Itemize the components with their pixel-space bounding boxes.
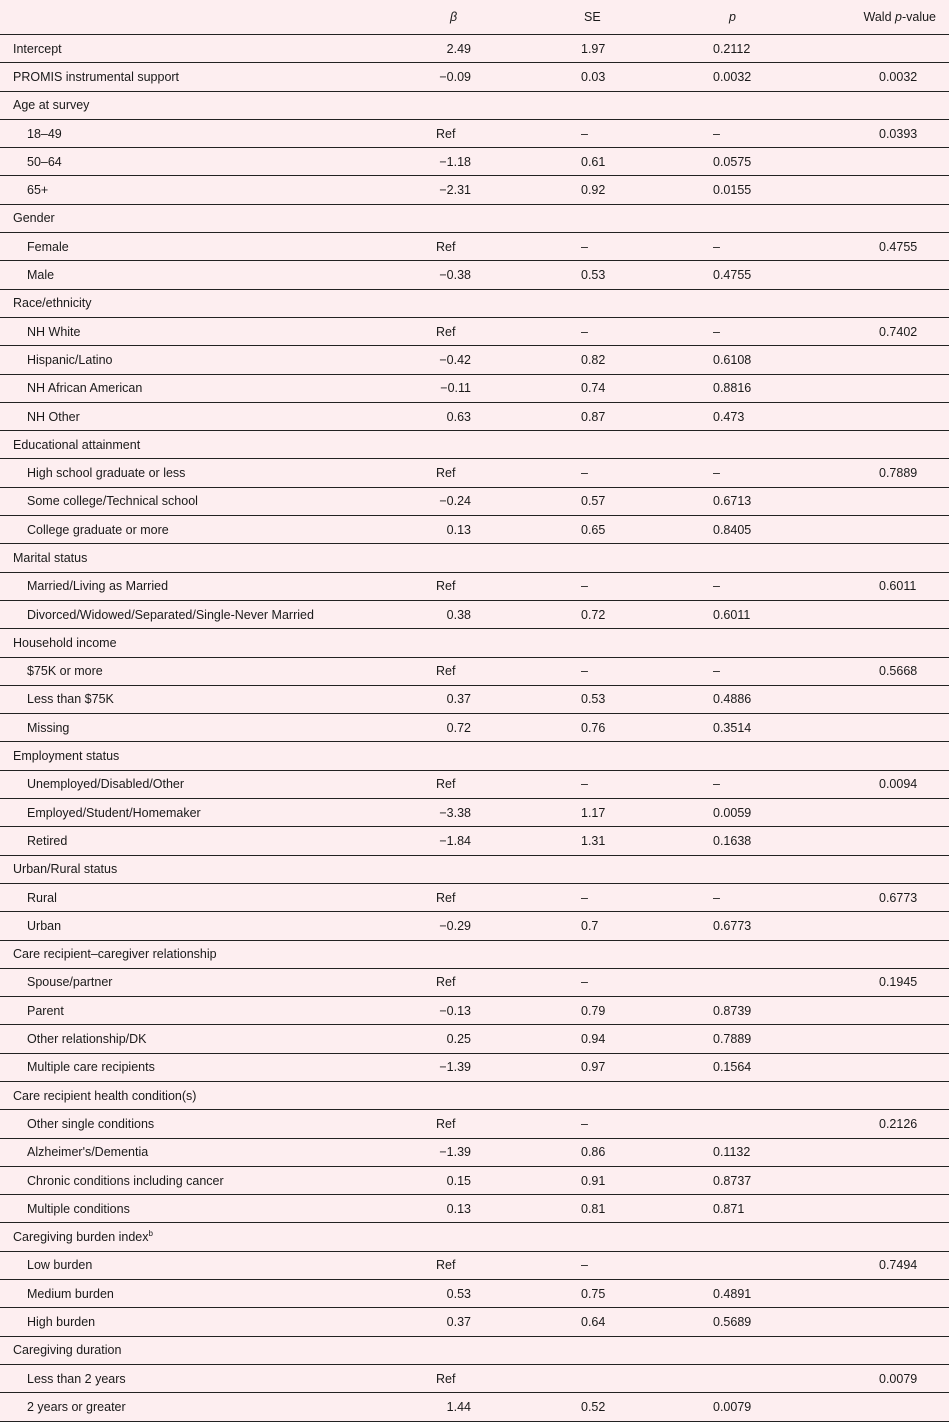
cell-p: 0.1564: [713, 1060, 752, 1075]
cell-beta: Ref: [436, 126, 456, 141]
cell-se: 0.87: [581, 409, 606, 424]
table-row: [0, 1337, 949, 1365]
cell-se: –: [581, 466, 588, 481]
row-label: [13, 551, 87, 565]
cell-p: 0.6108: [713, 352, 752, 367]
row-label: [13, 749, 119, 763]
cell-p: 0.4755: [713, 268, 752, 283]
cell-p: 0.8739: [713, 1003, 752, 1018]
table-row: [0, 856, 949, 884]
cell-se: 0.94: [581, 1032, 606, 1047]
cell-beta: −0.29: [439, 918, 471, 933]
cell-beta: −1.39: [439, 1145, 471, 1160]
table-header-row: [0, 0, 949, 35]
cell-se: –: [581, 975, 588, 990]
table-row: [0, 92, 949, 120]
cell-beta: 1.44: [446, 1399, 471, 1414]
row-label-text: Medium burden: [27, 1286, 114, 1301]
cell-beta: Ref: [436, 324, 456, 339]
cell-p: 0.473: [713, 409, 745, 424]
row-label-text: High burden: [27, 1315, 96, 1329]
cell-p: –: [713, 890, 720, 905]
cell-se: 0.75: [581, 1286, 606, 1301]
row-label: [13, 296, 92, 310]
row-label-text: Urban/Rural status: [13, 862, 118, 877]
row-sublabel: [27, 777, 184, 791]
cell-p: 0.0575: [713, 154, 752, 169]
cell-p: 0.1132: [713, 1145, 751, 1160]
table-row: [0, 1195, 949, 1223]
cell-se: 0.57: [581, 494, 606, 509]
cell-se: 0.61: [581, 154, 606, 169]
cell-wald: 0.6773: [879, 890, 918, 905]
row-label-text: Less than 2 years: [27, 1371, 126, 1386]
cell-beta: −1.84: [439, 833, 471, 848]
cell-p: –: [713, 664, 720, 679]
row-sublabel: [27, 325, 80, 339]
row-sublabel: [27, 1117, 154, 1131]
table-row: [0, 205, 949, 233]
cell-p: 0.4886: [713, 692, 752, 707]
table-row: [0, 714, 949, 742]
table-row: [0, 686, 949, 714]
header-wald-p-value: Wald p-value: [863, 10, 936, 24]
row-sublabel: [27, 1060, 155, 1074]
row-sublabel: [27, 353, 112, 367]
table-row: [0, 1365, 949, 1393]
row-sublabel: [27, 1287, 114, 1301]
table-row: [0, 997, 949, 1025]
table-row: [0, 573, 949, 601]
table-row: [0, 658, 949, 686]
cell-wald: 0.6011: [879, 579, 917, 594]
table-row: [0, 516, 949, 544]
cell-se: –: [581, 1116, 588, 1131]
cell-se: –: [581, 239, 588, 254]
table-row: [0, 290, 949, 318]
cell-se: –: [581, 126, 588, 141]
cell-beta: −0.09: [439, 69, 471, 84]
table-row: [0, 176, 949, 204]
row-sublabel: [27, 268, 54, 282]
table-row: [0, 1110, 949, 1138]
row-label-text: Household income: [13, 635, 117, 650]
header-beta: β: [450, 10, 458, 24]
row-sublabel: [27, 127, 62, 141]
cell-beta: −0.42: [439, 352, 471, 367]
row-label-text: Care recipient–caregiver relationship: [13, 947, 217, 962]
row-label-text: Missing: [27, 720, 70, 735]
cell-wald: 0.0032: [879, 69, 918, 84]
cell-p: 0.1638: [713, 833, 752, 848]
cell-beta: Ref: [436, 777, 456, 792]
table-row: [0, 233, 949, 261]
header-p: p: [729, 10, 736, 24]
cell-se: 0.53: [581, 692, 606, 707]
cell-se: 1.97: [581, 41, 606, 56]
cell-beta: 0.37: [446, 1315, 471, 1329]
cell-se: –: [581, 324, 588, 339]
table-row: [0, 431, 949, 459]
cell-wald: 0.4755: [879, 239, 918, 254]
table-row: [0, 1139, 949, 1167]
row-sublabel: [27, 1258, 92, 1272]
cell-wald: 0.0393: [879, 126, 918, 141]
cell-beta: 0.63: [446, 409, 471, 424]
row-label-text: Employment status: [13, 749, 120, 764]
row-label: [13, 438, 140, 452]
table-row: [0, 912, 949, 940]
row-label: [13, 70, 179, 84]
table-row: [0, 63, 949, 91]
row-sublabel: [27, 1145, 148, 1159]
cell-beta: Ref: [436, 579, 456, 594]
table-row: [0, 488, 949, 516]
table-row: [0, 1308, 949, 1336]
cell-p: –: [713, 324, 720, 339]
cell-se: 0.81: [581, 1201, 606, 1216]
cell-p: 0.0155: [713, 183, 752, 198]
row-label-text: Low burden: [27, 1258, 93, 1273]
cell-p: –: [713, 239, 720, 254]
cell-wald: 0.0094: [879, 777, 918, 792]
row-label-text: PROMIS instrumental support: [13, 69, 180, 84]
cell-beta: −3.38: [439, 805, 471, 820]
row-label-text: Educational attainment: [13, 437, 141, 452]
cell-se: 0.86: [581, 1145, 606, 1160]
row-label-text: Marital status: [13, 550, 88, 565]
cell-beta: Ref: [436, 664, 456, 679]
cell-se: –: [581, 777, 588, 792]
table-row: [0, 771, 949, 799]
row-label: [13, 42, 62, 56]
row-label-text: 2 years or greater: [27, 1399, 126, 1414]
table-row: [0, 799, 949, 827]
cell-se: 1.17: [581, 805, 606, 820]
row-sublabel: [27, 834, 67, 848]
table-row: [0, 941, 949, 969]
row-sublabel: [27, 466, 185, 480]
row-label-text: Caregiving duration: [13, 1343, 122, 1358]
cell-beta: Ref: [436, 975, 456, 990]
table-row: [0, 375, 949, 403]
table-row: [0, 318, 949, 346]
row-label-text: Other single conditions: [27, 1116, 155, 1131]
cell-p: 0.8737: [713, 1173, 752, 1188]
row-sublabel: [27, 1174, 224, 1188]
cell-beta: Ref: [436, 466, 456, 481]
table-row: [0, 459, 949, 487]
table-row: [0, 1223, 949, 1251]
cell-beta: 0.25: [446, 1032, 471, 1047]
row-sublabel: [27, 1315, 95, 1329]
row-label-text: College graduate or more: [27, 522, 169, 537]
cell-se: –: [581, 1258, 588, 1273]
row-label-text: $75K or more: [27, 664, 103, 679]
row-label: [13, 1089, 196, 1103]
row-label-text: Less than $75K: [27, 692, 114, 707]
cell-beta: −1.39: [439, 1060, 471, 1075]
row-label-text: Parent: [27, 1003, 64, 1018]
header-se: SE: [584, 10, 601, 24]
row-label: [13, 636, 117, 650]
table-row: [0, 742, 949, 770]
row-sublabel: [27, 975, 112, 989]
table-row: [0, 1167, 949, 1195]
cell-beta: −0.11: [440, 381, 471, 396]
row-sublabel: [27, 381, 142, 395]
row-sublabel: [27, 523, 169, 537]
row-label-text: Retired: [27, 833, 68, 848]
cell-wald: 0.1945: [879, 975, 918, 990]
row-sublabel: [27, 919, 61, 933]
cell-beta: Ref: [436, 890, 456, 905]
row-label-text: Other relationship/DK: [27, 1032, 147, 1047]
row-label: [13, 1343, 121, 1357]
row-label-text: Multiple care recipients: [27, 1060, 155, 1075]
cell-beta: Ref: [436, 1258, 456, 1273]
cell-beta: 0.72: [446, 720, 471, 735]
cell-beta: 0.15: [446, 1173, 471, 1188]
row-label-text: Unemployed/Disabled/Other: [27, 777, 185, 792]
table-row: [0, 1280, 949, 1308]
cell-se: 0.64: [581, 1315, 606, 1329]
cell-beta: 0.38: [446, 607, 471, 622]
cell-beta: 0.13: [446, 1201, 471, 1216]
cell-wald: 0.7402: [879, 324, 918, 339]
cell-p: 0.8816: [713, 381, 752, 396]
table-row: [0, 148, 949, 176]
table-row: [0, 346, 949, 374]
cell-beta: 0.37: [446, 692, 471, 707]
cell-se: 0.92: [581, 183, 606, 198]
cell-se: 0.03: [581, 69, 606, 84]
table-row: [0, 403, 949, 431]
table-row: [0, 969, 949, 997]
cell-beta: 0.13: [446, 522, 471, 537]
cell-se: 0.82: [581, 352, 606, 367]
row-label-text: Employed/Student/Homemaker: [27, 805, 201, 820]
cell-p: 0.2112: [713, 41, 751, 56]
table-row: [0, 601, 949, 629]
row-label-text: Female: [27, 239, 69, 254]
cell-beta: Ref: [436, 239, 456, 254]
table-row: [0, 1025, 949, 1053]
row-label-text: Rural: [27, 890, 57, 905]
table-body: [0, 35, 949, 1422]
row-label-text: NH Other: [27, 409, 80, 424]
row-sublabel: [27, 1004, 64, 1018]
row-sublabel: [27, 579, 168, 593]
cell-wald: 0.7494: [879, 1258, 918, 1273]
cell-beta: 2.49: [446, 41, 471, 56]
row-sublabel: [27, 721, 69, 735]
cell-se: 0.65: [581, 522, 606, 537]
row-label-text: Alzheimer's/Dementia: [27, 1145, 149, 1160]
cell-beta: Ref: [436, 1116, 456, 1131]
cell-p: –: [713, 579, 720, 594]
cell-p: 0.0059: [713, 805, 752, 820]
cell-p: 0.8405: [713, 522, 752, 537]
row-label-text: Gender: [13, 211, 55, 226]
cell-wald: 0.2126: [879, 1116, 918, 1131]
row-sublabel: [27, 494, 198, 508]
row-label-text: Intercept: [13, 41, 62, 56]
table-row: [0, 1393, 949, 1421]
cell-beta: −1.18: [439, 154, 471, 169]
cell-se: 0.72: [581, 607, 606, 622]
cell-se: 0.74: [581, 381, 606, 396]
cell-se: –: [581, 890, 588, 905]
table-row: [0, 1252, 949, 1280]
cell-p: 0.6713: [713, 494, 752, 509]
cell-se: 0.91: [581, 1173, 606, 1188]
row-sublabel: [27, 1032, 147, 1046]
row-label: [13, 862, 117, 876]
row-sublabel: [27, 1202, 130, 1216]
cell-se: 0.76: [581, 720, 606, 735]
row-label-text: Some college/Technical school: [27, 494, 198, 509]
table-row: [0, 884, 949, 912]
cell-beta: −0.38: [439, 268, 471, 283]
cell-p: –: [713, 466, 720, 481]
table-row: [0, 35, 949, 63]
row-label-text: NH African American: [27, 381, 143, 396]
row-sublabel: [27, 692, 114, 706]
row-sublabel: [27, 240, 69, 254]
cell-p: –: [713, 126, 720, 141]
row-label-text: Chronic conditions including cancer: [27, 1173, 224, 1188]
cell-se: –: [581, 664, 588, 679]
cell-beta: Ref: [436, 1371, 456, 1386]
cell-beta: −0.13: [439, 1003, 471, 1018]
cell-p: 0.7889: [713, 1032, 752, 1047]
table-row: [0, 1082, 949, 1110]
cell-se: 0.53: [581, 268, 606, 283]
row-label-text: Age at survey: [13, 98, 90, 113]
table-row: [0, 629, 949, 657]
cell-p: 0.0079: [713, 1399, 752, 1414]
row-label-text: Spouse/partner: [27, 975, 113, 990]
row-sublabel: [27, 410, 80, 424]
footnote-marker: b: [148, 1228, 153, 1238]
cell-wald: 0.5668: [879, 664, 918, 679]
cell-se: 1.31: [581, 833, 606, 848]
row-sublabel: [27, 155, 62, 169]
cell-p: 0.871: [713, 1201, 745, 1216]
row-label: [13, 1230, 153, 1244]
row-label-text: NH White: [27, 324, 81, 339]
row-label: [13, 98, 89, 112]
cell-p: 0.0032: [713, 69, 752, 84]
cell-beta: −0.24: [439, 494, 471, 509]
row-sublabel: [27, 664, 103, 678]
cell-p: –: [713, 777, 720, 792]
row-label-text: 65+: [27, 183, 49, 198]
row-label: [13, 211, 55, 225]
row-label-text: Race/ethnicity: [13, 296, 92, 311]
cell-se: 0.7: [581, 918, 599, 933]
cell-se: 0.97: [581, 1060, 606, 1075]
cell-se: –: [581, 579, 588, 594]
row-label-text: Divorced/Widowed/Separated/Single-Never Married: [27, 607, 314, 622]
cell-p: 0.3514: [713, 720, 752, 735]
row-label-text: Married/Living as Married: [27, 579, 169, 594]
cell-p: 0.6011: [713, 607, 751, 622]
cell-wald: 0.7889: [879, 466, 918, 481]
row-sublabel: [27, 183, 48, 197]
row-sublabel: [27, 608, 314, 622]
table-row: [0, 120, 949, 148]
row-label-text: Multiple conditions: [27, 1201, 130, 1216]
cell-p: 0.5689: [713, 1315, 752, 1329]
cell-p: 0.6773: [713, 918, 752, 933]
table-row: [0, 1054, 949, 1082]
table-row: [0, 827, 949, 855]
row-label-text: 18–49: [27, 126, 62, 141]
row-label-text: Male: [27, 268, 55, 283]
row-label-text: High school graduate or less: [27, 466, 186, 481]
cell-se: 0.79: [581, 1003, 606, 1018]
table-row: [0, 544, 949, 572]
cell-p: 0.4891: [713, 1286, 752, 1301]
row-sublabel: [27, 806, 201, 820]
row-label-text: Caregiving burden index: [13, 1230, 149, 1245]
row-label: [13, 947, 217, 961]
cell-beta: 0.53: [446, 1286, 471, 1301]
row-sublabel: [27, 891, 57, 905]
cell-wald: 0.0079: [879, 1371, 918, 1386]
row-label-text: 50–64: [27, 154, 62, 169]
table-row: [0, 261, 949, 289]
cell-beta: −2.31: [439, 183, 471, 198]
row-label-text: Urban: [27, 918, 62, 933]
row-label-text: Hispanic/Latino: [27, 352, 113, 367]
cell-se: 0.52: [581, 1399, 606, 1414]
row-label-text: Care recipient health condition(s): [13, 1088, 197, 1103]
row-sublabel: [27, 1400, 126, 1414]
